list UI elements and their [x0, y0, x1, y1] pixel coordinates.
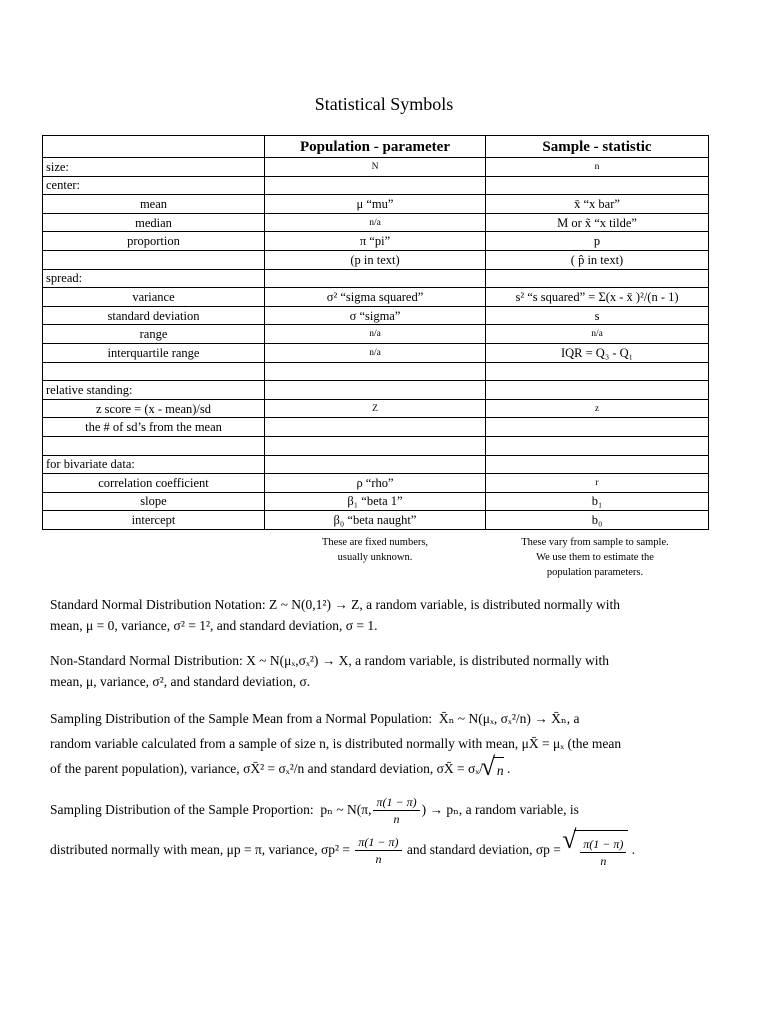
- table-row: [43, 306, 709, 325]
- population-cell: [265, 381, 486, 400]
- row-label: size:: [43, 158, 265, 177]
- standard-normal-paragraph: [50, 594, 710, 636]
- row-label: slope: [43, 492, 265, 511]
- sample-cell: [486, 381, 709, 400]
- sample-cell: z: [486, 399, 709, 418]
- table-row: [43, 492, 709, 511]
- fraction-numerator: √ π(1 − π): [580, 836, 626, 853]
- paragraph-line: mean, μ = 0, variance, σ² = 1², and standard deviation, σ = 1.: [50, 618, 378, 633]
- population-note-line: usually unknown.: [337, 552, 413, 563]
- sample-mean-paragraph: [50, 706, 710, 783]
- population-cell: n/a: [265, 213, 486, 232]
- fraction-denominator: n: [600, 853, 607, 868]
- sd-fraction: [580, 836, 626, 869]
- sample-note: [490, 535, 700, 580]
- table-row: [43, 288, 709, 307]
- period: .: [631, 842, 636, 857]
- variance-fraction: [373, 794, 419, 827]
- row-label: spread:: [43, 269, 265, 288]
- header-sample: Sample - statistic: [486, 136, 709, 158]
- paragraph-line: [50, 790, 710, 830]
- table-row: [43, 399, 709, 418]
- population-cell: n/a: [265, 343, 486, 362]
- paragraph-line: [50, 830, 710, 871]
- population-cell: [265, 176, 486, 195]
- variance-expression: σX̄² = σₓ²/n and standard deviation,: [243, 761, 434, 776]
- population-note-line: These are fixed numbers,: [321, 537, 429, 548]
- table-row: [43, 362, 709, 381]
- population-cell: μ “mu”: [265, 195, 486, 214]
- paragraph-lead: Sampling Distribution of the Sample Mean from a Normal Population:: [50, 711, 433, 726]
- sample-cell: M or x̃ “x tilde”: [486, 213, 709, 232]
- row-label: relative standing:: [43, 381, 265, 400]
- table-row: [43, 511, 709, 530]
- sd-expression: σX̄ = σₓ/: [436, 761, 483, 776]
- paragraph-line: Standard Normal Distribution Notation: Z ~ N(0,1²) → Z, a random variable, is distributed normally with: [50, 597, 620, 612]
- sample-cell: n/a: [486, 325, 709, 344]
- sample-mean-expression: X̄ₙ ~ N(μₓ, σₓ²/n) → X̄ₙ, a: [438, 711, 580, 726]
- paragraph-line: Non-Standard Normal Distribution: X ~ N(μₓ,σₓ²) → X, a random variable, is distributed normally with: [50, 653, 609, 668]
- row-label: median: [43, 213, 265, 232]
- sample-cell: [486, 418, 709, 437]
- sample-cell: [486, 455, 709, 474]
- row-label: standard deviation: [43, 306, 265, 325]
- paragraph-line: [50, 756, 710, 783]
- population-cell: σ “sigma”: [265, 306, 486, 325]
- sample-cell: ( p̂ in text): [486, 250, 709, 269]
- table-row: [43, 343, 709, 362]
- table-row: [43, 232, 709, 251]
- population-cell: Z: [265, 399, 486, 418]
- table-row: [43, 418, 709, 437]
- population-cell: [265, 455, 486, 474]
- header-blank: [43, 136, 265, 158]
- row-label: the # of sd’s from the mean: [43, 418, 265, 437]
- row-label: mean: [43, 195, 265, 214]
- row-label: correlation coefficient: [43, 474, 265, 493]
- sample-cell: [486, 436, 709, 455]
- sample-cell: IQR = Q₃ - Q₁: [486, 343, 709, 362]
- proportion-expression: pₙ ~ N(π,: [320, 802, 372, 817]
- page-title: Statistical Symbols: [314, 94, 454, 114]
- population-cell: β₁ “beta 1”: [265, 492, 486, 511]
- row-label: [43, 436, 265, 455]
- population-note: [305, 535, 445, 565]
- sample-cell: n: [486, 158, 709, 177]
- paragraph-line: mean, μ, variance, σ², and standard deviation, σ.: [50, 674, 311, 689]
- row-label: [43, 250, 265, 269]
- table-row: [43, 436, 709, 455]
- header-population: Population - parameter: [265, 136, 486, 158]
- row-label: [43, 362, 265, 381]
- sample-cell: [486, 269, 709, 288]
- row-label: center:: [43, 176, 265, 195]
- variance-fraction: [355, 834, 401, 867]
- population-cell: ρ “rho”: [265, 474, 486, 493]
- population-cell: [265, 362, 486, 381]
- paragraph-text: of the parent population), variance,: [50, 761, 240, 776]
- row-label: intercept: [43, 511, 265, 530]
- sample-cell: p: [486, 232, 709, 251]
- period: .: [507, 761, 511, 776]
- sample-cell: r: [486, 474, 709, 493]
- table-row: [43, 250, 709, 269]
- row-label: variance: [43, 288, 265, 307]
- paragraph-line: [50, 706, 710, 731]
- fraction-denominator: n: [393, 812, 400, 827]
- sample-note-line: We use them to estimate the: [536, 552, 654, 563]
- sample-cell: s² “s squared” = Σ(x - x̄ )²/(n - 1): [486, 288, 709, 307]
- paragraph-text: and standard deviation, σp =: [406, 842, 561, 857]
- row-label: interquartile range: [43, 343, 265, 362]
- population-cell: [265, 436, 486, 455]
- population-cell: π “pi”: [265, 232, 486, 251]
- sample-cell: b₀: [486, 511, 709, 530]
- sample-cell: [486, 176, 709, 195]
- paragraph-text: distributed normally with mean, μp = π, variance, σp² =: [50, 842, 351, 857]
- population-cell: (p in text): [265, 250, 486, 269]
- row-label: proportion: [43, 232, 265, 251]
- sqrt-n-value: n: [496, 762, 504, 778]
- fraction-denominator: n: [375, 852, 382, 867]
- table-row: [43, 158, 709, 177]
- proportion-expression-tail: ) → pₙ, a random variable, is: [421, 802, 579, 817]
- sample-proportion-paragraph: [50, 790, 710, 871]
- population-cell: n/a: [265, 325, 486, 344]
- sample-cell: s: [486, 306, 709, 325]
- symbols-table: [42, 135, 709, 530]
- table-row: [43, 381, 709, 400]
- paragraph-lead: Sampling Distribution of the Sample Proportion:: [50, 802, 314, 817]
- table-row: [43, 213, 709, 232]
- sample-note-line: population parameters.: [546, 567, 644, 578]
- population-cell: [265, 418, 486, 437]
- sample-cell: x̄ “x bar”: [486, 195, 709, 214]
- row-label: for bivariate data:: [43, 455, 265, 474]
- fraction-numerator: π(1 − π): [355, 834, 401, 851]
- row-label: range: [43, 325, 265, 344]
- sqrt-n: [493, 757, 504, 783]
- table-row: [43, 455, 709, 474]
- table-row: [43, 325, 709, 344]
- fraction-numerator: π(1 − π): [373, 794, 419, 811]
- sqrt-fraction: [574, 830, 628, 871]
- population-cell: N: [265, 158, 486, 177]
- population-cell: β₀ “beta naught”: [265, 511, 486, 530]
- non-standard-normal-paragraph: [50, 650, 710, 692]
- sample-cell: [486, 362, 709, 381]
- table-row: [43, 195, 709, 214]
- table-row: [43, 474, 709, 493]
- paragraph-line: random variable calculated from a sample of size n, is distributed normally with mean, μX̄ = μₓ (the mean: [50, 736, 622, 751]
- row-label: z score = (x - mean)/sd: [43, 399, 265, 418]
- table-row: [43, 269, 709, 288]
- sample-cell: b₁: [486, 492, 709, 511]
- table-row: [43, 176, 709, 195]
- population-cell: σ² “sigma squared”: [265, 288, 486, 307]
- sample-note-line: These vary from sample to sample.: [521, 537, 669, 548]
- table-header-row: [43, 136, 709, 158]
- population-cell: [265, 269, 486, 288]
